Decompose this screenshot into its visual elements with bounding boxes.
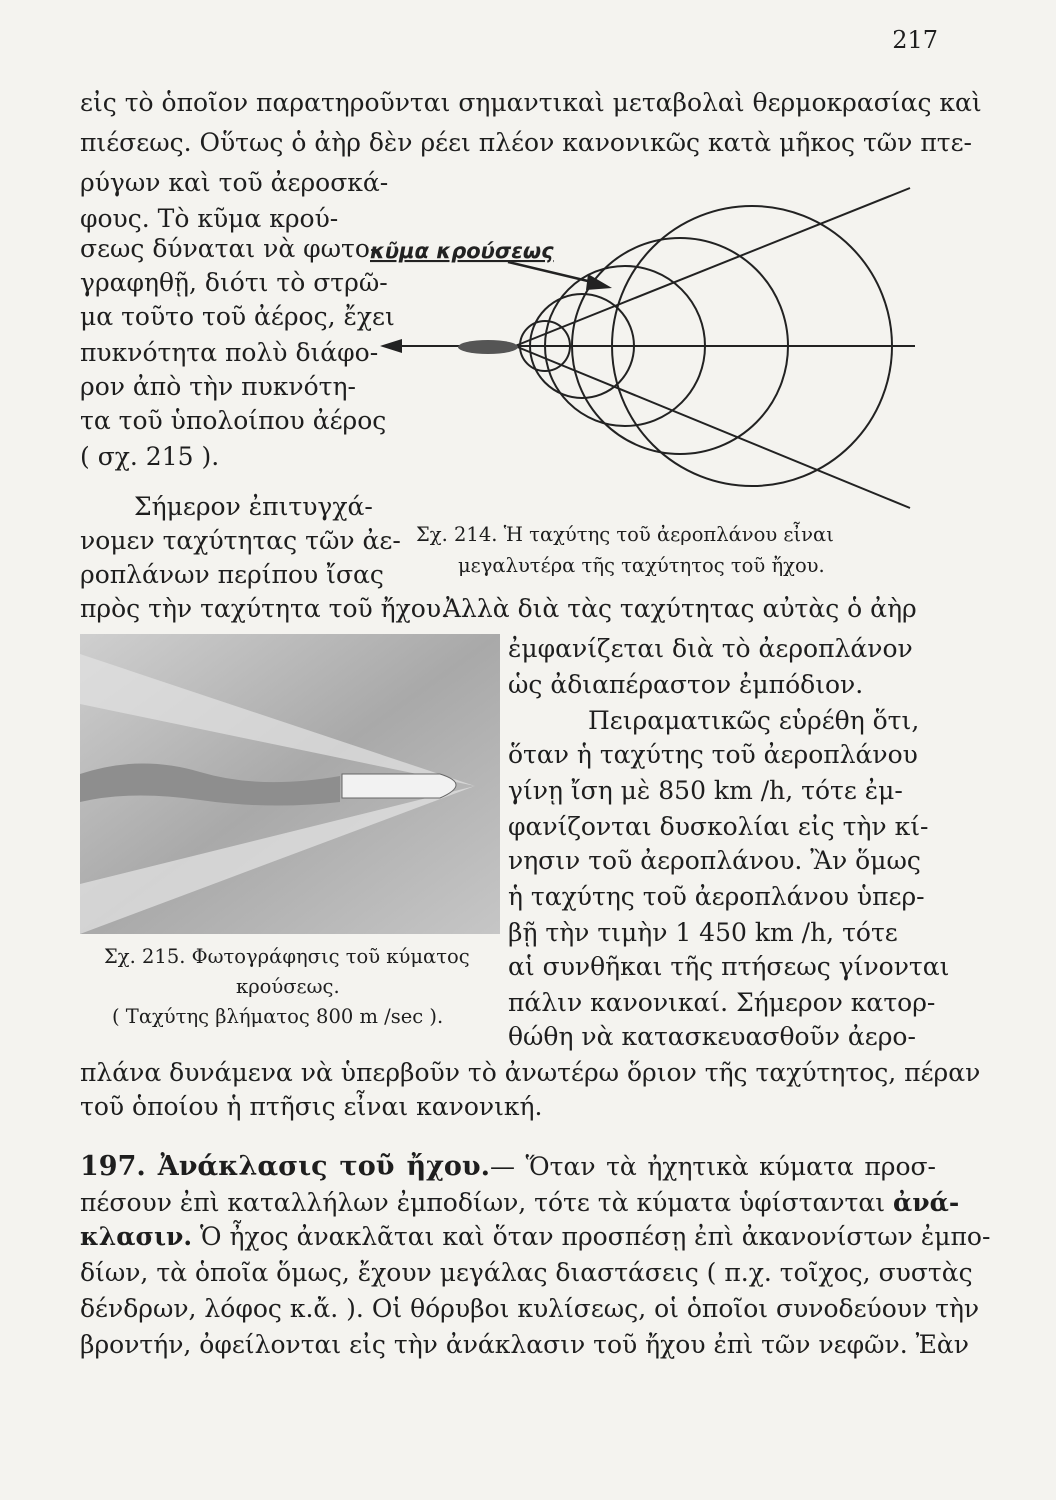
text-line: πλάνα δυνάμενα νὰ ὑπερβοῦν τὸ ἀνωτέρω ὅριον τῆς ταχύτητος, πέραν <box>80 1058 981 1087</box>
figure-214-caption-line: Σχ. 214. Ἡ ταχύτης τοῦ ἀεροπλάνου εἶναι <box>416 523 834 546</box>
text-line: πιέσεως. Οὕτως ὁ ἀὴρ δὲν ρέει πλέον κανονικῶς κατὰ μῆκος τῶν πτε- <box>80 128 972 157</box>
shock-wave-label: κῦμα κρούσεως <box>370 239 554 263</box>
aircraft-icon <box>458 340 518 354</box>
text-line: δίων, τὰ ὁποῖα ὅμως, ἔχουν μεγάλας διαστάσεις ( π.χ. τοῖχος, συστὰς <box>80 1258 973 1287</box>
text-line: Πειραματικῶς εὑρέθη ὅτι, <box>588 706 920 735</box>
section-heading-line <box>80 1152 936 1182</box>
text-line: φους. Τὸ κῦμα κρού- <box>80 204 339 233</box>
text-line: δένδρων, λόφος κ.ἄ. ). Οἱ θόρυβοι κυλίσεως, οἱ ὁποῖοι συνοδεύουν τὴν <box>80 1294 980 1323</box>
text-line: ἐμφανίζεται διὰ τὸ ἀεροπλάνον <box>508 634 913 663</box>
text-line: ἡ ταχύτης τοῦ ἀεροπλάνου ὑπερ- <box>508 882 925 911</box>
text-line: σεως δύναται νὰ φωτο- <box>80 234 379 263</box>
text-line: γραφηθῇ, διότι τὸ στρῶ- <box>80 268 388 297</box>
text-line: φανίζονται δυσκολίαι εἰς τὴν κί- <box>508 812 929 841</box>
page-number: 217 <box>892 26 938 54</box>
text-line: ὡς ἀδιαπέραστον ἐμπόδιον. <box>508 670 864 699</box>
text-line: βροντήν, ὀφείλονται εἰς τὴν ἀνάκλασιν τοῦ ἤχου ἐπὶ τῶν νεφῶν. Ἐὰν <box>80 1330 969 1359</box>
text-line <box>80 1188 960 1218</box>
figure-215-caption-line: Σχ. 215. Φωτογράφησις τοῦ κύματος <box>104 945 470 968</box>
section-heading: 197. Ἀνάκλασις τοῦ ἤχου. <box>80 1151 490 1182</box>
label-pointer-arrowhead <box>586 274 612 290</box>
text-line: θώθη νὰ κατασκευασθοῦν ἀερο- <box>508 1022 916 1051</box>
text-line: ροπλάνων περίπου ἴσας <box>80 560 384 589</box>
text-line: πάλιν κανονικαί. Σήμερον κατορ- <box>508 988 936 1017</box>
text-span: Ὁ ἦχος ἀνακλᾶται καὶ ὅταν προσπέσῃ ἐπὶ ἀκανονίστων ἐμπο- <box>200 1222 991 1251</box>
text-line: τοῦ ὁποίου ἡ πτῆσις εἶναι κανονική. <box>80 1092 543 1121</box>
text-line: νησιν τοῦ ἀεροπλάνου. Ἂν ὅμως <box>508 846 921 875</box>
text-line: εἰς τὸ ὁποῖον παρατηροῦνται σημαντικαὶ μεταβολαὶ θερμοκρασίας καὶ <box>80 88 982 117</box>
figure-215-shock-wave-photo <box>80 634 500 934</box>
label-pointer-line <box>508 262 592 282</box>
text-line: Ἀλλὰ διὰ τὰς ταχύτητας αὐτὰς ὁ ἀὴρ <box>443 594 917 623</box>
bold-term: κλασιν. <box>80 1222 193 1251</box>
text-line: τα τοῦ ὑπολοίπου ἀέρος <box>80 406 387 435</box>
text-span: πέσουν ἐπὶ καταλλήλων ἐμποδίων, τότε τὰ κύματα ὑφίστανται <box>80 1188 886 1217</box>
text-line: βῇ τὴν τιμὴν 1 450 km /h, τότε <box>508 918 898 947</box>
text-line: νομεν ταχύτητας τῶν ἀε- <box>80 526 401 555</box>
figure-215-caption-line: κρούσεως. <box>236 975 340 998</box>
text-line: ρύγων καὶ τοῦ ἀεροσκά- <box>80 168 389 197</box>
text-line <box>80 1222 991 1252</box>
figure-215-caption-line: ( Ταχύτης βλήματος 800 m /sec ). <box>112 1005 444 1028</box>
arrow-left-icon <box>380 339 402 353</box>
text-line: Σήμερον ἐπιτυγχά- <box>134 492 373 521</box>
text-line: γίνῃ ἴση μὲ 850 km /h, τότε ἐμ- <box>508 776 903 805</box>
text-line: μα τοῦτο τοῦ ἀέρος, ἔχει <box>80 302 395 331</box>
bold-term: ἀνά- <box>893 1188 960 1217</box>
bullet-icon <box>342 774 456 798</box>
section-heading-rest: — Ὅταν τὰ ἠχητικὰ κύματα προσ- <box>490 1152 937 1181</box>
figure-214-shock-wave-diagram <box>360 170 930 530</box>
text-line: ρον ἀπὸ τὴν πυκνότη- <box>80 372 356 401</box>
text-line: πυκνότητα πολὺ διάφο- <box>80 338 379 367</box>
figure-214-caption-line: μεγαλυτέρα τῆς ταχύτητος τοῦ ἤχου. <box>458 554 825 577</box>
text-line: ( σχ. 215 ). <box>80 442 220 471</box>
text-line: ὅταν ἡ ταχύτης τοῦ ἀεροπλάνου <box>508 740 918 769</box>
text-line: αἱ συνθῆκαι τῆς πτήσεως γίνονται <box>508 952 950 981</box>
text-line: πρὸς τὴν ταχύτητα τοῦ ἤχου. <box>80 594 449 623</box>
